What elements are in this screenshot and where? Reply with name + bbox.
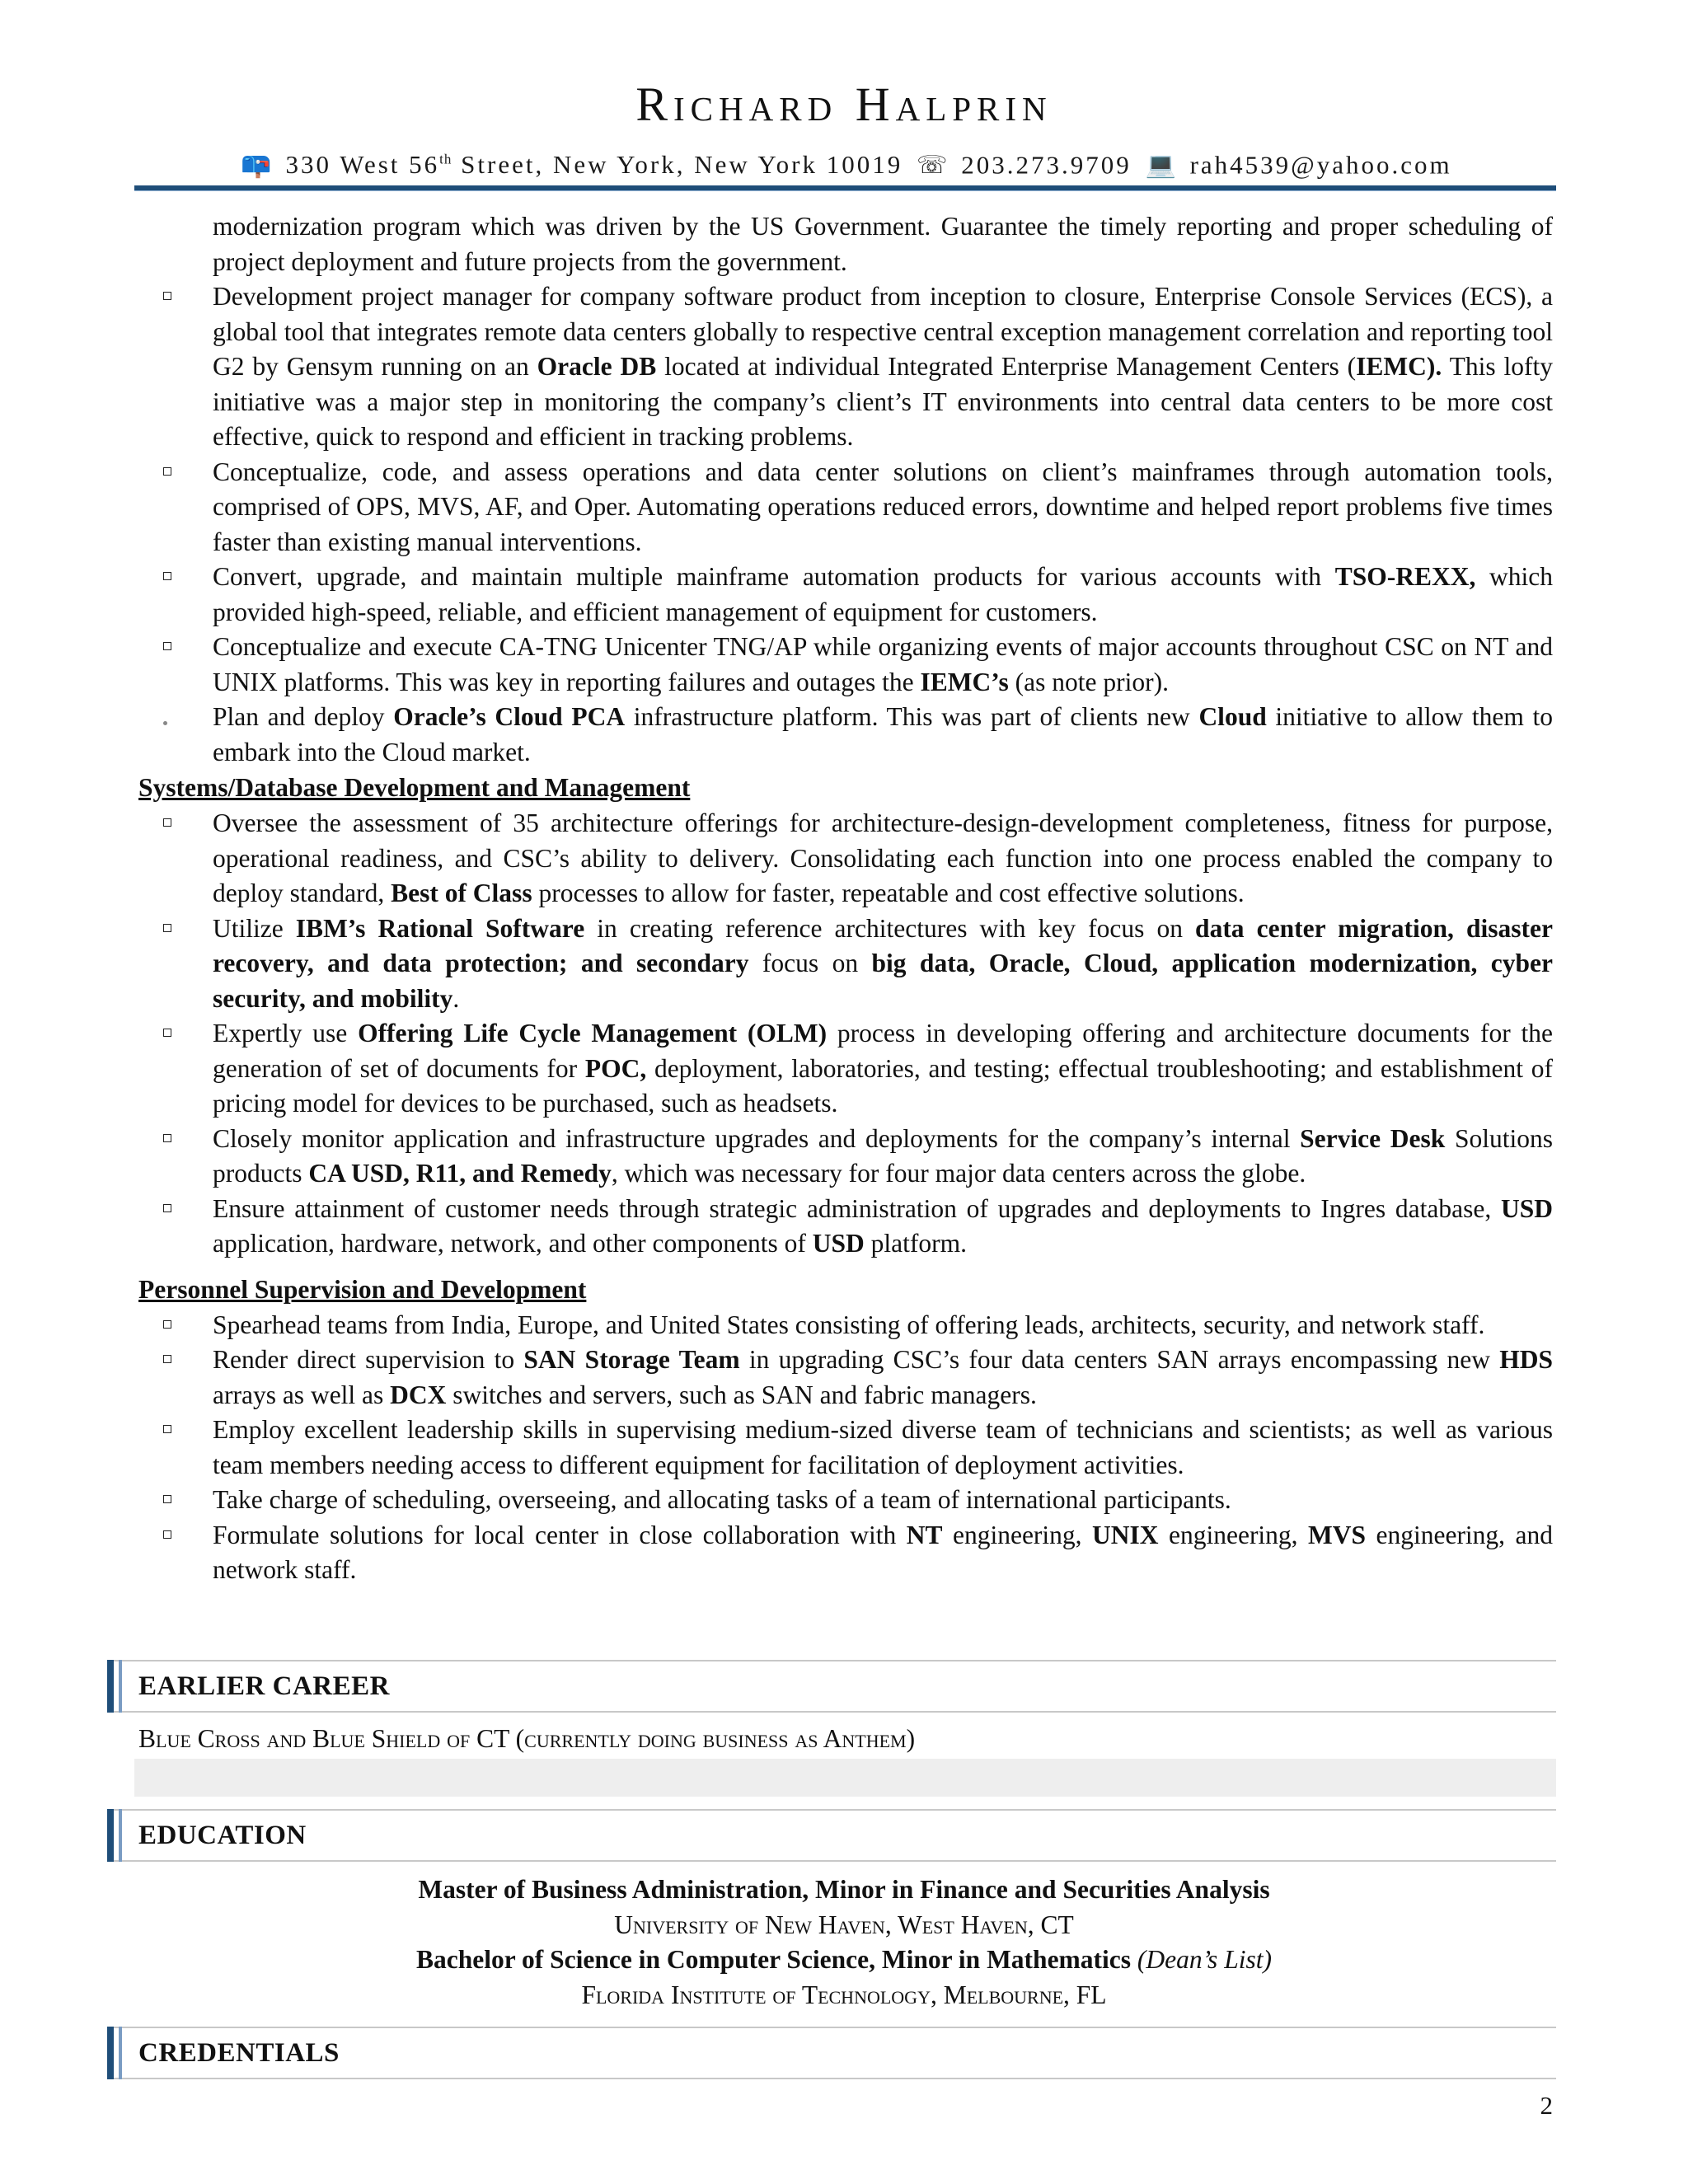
list-item: Plan and deploy Oracle’s Cloud PCA infrastructure platform. This was part of clients new Cloud initiative to allow them to embark into the Cloud market. xyxy=(213,700,1553,770)
section-title: CREDENTIALS xyxy=(138,2038,340,2068)
list-item: Spearhead teams from India, Europe, and United States consisting of offering leads, architects, security, and network staff. xyxy=(213,1308,1553,1343)
section-marker xyxy=(107,1809,114,1862)
shaded-band xyxy=(134,1759,1556,1797)
subsection-heading-personnel: Personnel Supervision and Development xyxy=(138,1274,587,1304)
list-item: Conceptualize, code, and assess operations and data center solutions on client’s mainframes through automation tools, comprised of OPS, MVS, AF, and Oper. Automating operations reduced errors, downtime and helped report problems five times faster than existing manual interventions. xyxy=(213,455,1553,560)
section-marker xyxy=(119,2027,122,2079)
section-marker xyxy=(107,1660,114,1713)
section-header-credentials xyxy=(107,2027,1556,2079)
list-item: Render direct supervision to SAN Storage Team in upgrading CSC’s four data centers SAN arrays encompassing new HDS arrays as well as DCX switches and servers, such as SAN and fabric managers. xyxy=(213,1343,1553,1413)
degree-mba: Master of Business Administration, Minor in Finance and Securities Analysis xyxy=(418,1875,1270,1904)
section-marker xyxy=(119,1660,122,1713)
section-header-education xyxy=(107,1809,1556,1862)
section-title: EDUCATION xyxy=(138,1821,307,1850)
education-block xyxy=(0,1872,1688,2013)
school-florida-tech: Florida Institute of Technology, Melbourne, FL xyxy=(581,1980,1107,2009)
subsection-heading-systems: Systems/Database Development and Management xyxy=(138,773,691,802)
list-item: Development project manager for company software product from inception to closure, Enterprise Console Services (ECS), a global tool that integrates remote data centers globally to respective central exception management correlation and reporting tool G2 by Gensym running on an Oracle DB located at individual Integrated Enterprise Management Centers (IEMC). This lofty initiative was a major step in monitoring the company’s client’s IT environments into central data centers to be more cost effective, quick to respond and efficient in tracking problems. xyxy=(213,279,1553,455)
list-item: modernization program which was driven by the US Government. Guarantee the timely reporting and proper scheduling of project deployment and future projects from the government. xyxy=(213,212,1553,276)
list-item: Utilize IBM’s Rational Software in creating reference architectures with key focus on data center migration, disaster recovery, and data protection; and secondary focus on big data, Oracle, Cloud, application modernization, cyber security, and mobility. xyxy=(213,912,1553,1017)
personnel-bullet-list xyxy=(138,1308,1553,1588)
systems-bullet-list xyxy=(138,806,1553,1262)
school-new-haven: University of New Haven, West Haven, CT xyxy=(614,1910,1074,1939)
address: 330 West 56th Street, New York, New York 10019 xyxy=(285,150,903,180)
list-item: Formulate solutions for local center in close collaboration with NT engineering, UNIX engineering, MVS engineering, and network staff. xyxy=(213,1518,1553,1588)
phone-number: 203.273.9709 xyxy=(961,150,1132,180)
page-number: 2 xyxy=(1540,2091,1553,2120)
section-marker xyxy=(107,2027,114,2079)
list-item: Closely monitor application and infrastructure upgrades and deployments for the company’s internal Service Desk Solutions products CA USD, R11, and Remedy, which was necessary for four major data centers across the globe. xyxy=(213,1122,1553,1192)
list-item: Expertly use Offering Life Cycle Management (OLM) process in developing offering and architecture documents for the generation of set of documents for POC, deployment, laboratories, and testing; effectual troubleshooting; and establishment of pricing model for devices to be purchased, such as headsets. xyxy=(213,1016,1553,1122)
list-item: Take charge of scheduling, overseeing, and allocating tasks of a team of international participants. xyxy=(213,1483,1553,1518)
experience-continued xyxy=(138,209,1553,1588)
list-item: Convert, upgrade, and maintain multiple mainframe automation products for various accounts with TSO-REXX, which provided high-speed, reliable, and efficient management of equipment for customers. xyxy=(213,560,1553,630)
candidate-name: Richard Halprin xyxy=(635,77,1053,131)
degree-bs: Bachelor of Science in Computer Science, Minor in Mathematics (Dean’s List) xyxy=(416,1945,1272,1974)
section-marker xyxy=(119,1809,122,1862)
phone-icon: ☏ xyxy=(916,152,948,180)
section-title: EARLIER CAREER xyxy=(138,1671,390,1701)
intro-bullet-list xyxy=(138,209,1553,770)
honor-note: (Dean’s List) xyxy=(1137,1945,1272,1974)
list-item: Oversee the assessment of 35 architecture offerings for architecture-design-development completeness, fitness for purpose, operational readiness, and CSC’s ability to delivery. Consolidating each function into one process enabled the company to deploy standard, Best of Class processes to allow for faster, repeatable and cost effective solutions. xyxy=(213,806,1553,912)
contact-line xyxy=(0,142,1688,184)
computer-icon: 💻 xyxy=(1145,152,1176,180)
list-item: Ensure attainment of customer needs through strategic administration of upgrades and deployments to Ingres database, USD application, hardware, network, and other components of USD platform. xyxy=(213,1192,1553,1262)
list-item: Conceptualize and execute CA-TNG Unicenter TNG/AP while organizing events of major accounts throughout CSC on NT and UNIX platforms. This was key in reporting failures and outages the IEMC’s (as note prior). xyxy=(213,630,1553,700)
earlier-employer: Blue Cross and Blue Shield of CT (currently doing business as Anthem) xyxy=(138,1724,916,1753)
header-divider xyxy=(134,185,1556,191)
mailbox-icon: 📪 xyxy=(241,152,272,180)
email-address[interactable]: rah4539@yahoo.com xyxy=(1189,150,1452,180)
list-item: Employ excellent leadership skills in supervising medium-sized diverse team of technicians and scientists; as well as various team members needing access to different equipment for facilitation of deployment activities. xyxy=(213,1413,1553,1483)
section-header-earlier-career xyxy=(107,1660,1556,1713)
